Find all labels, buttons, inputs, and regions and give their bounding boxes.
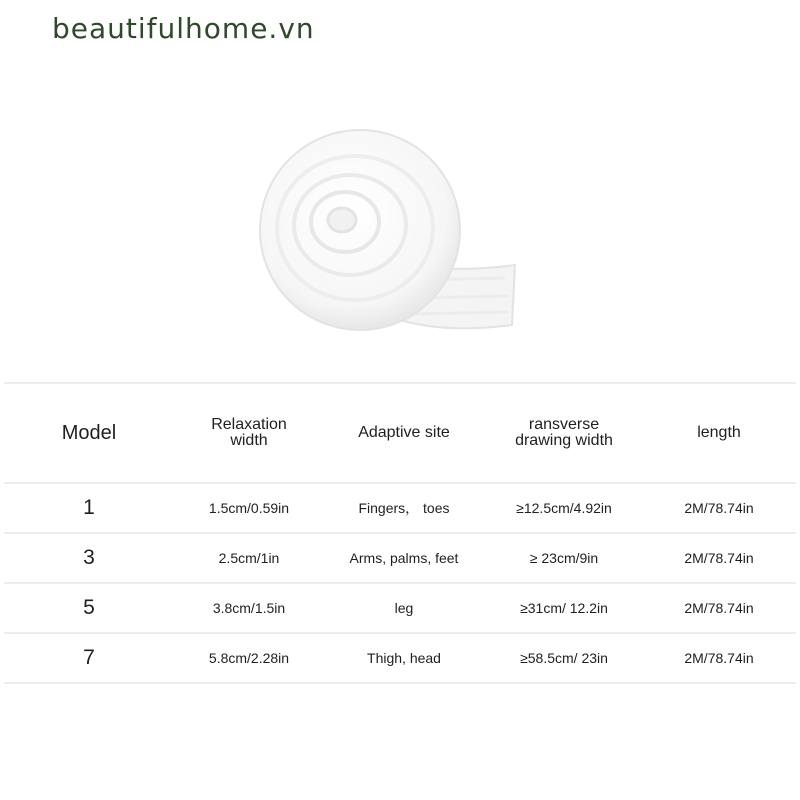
cell-model: 3 xyxy=(83,546,95,569)
cell-adaptive-site: Thigh, head xyxy=(367,650,441,666)
cell-relaxation-width: 1.5cm/0.59in xyxy=(208,500,290,516)
bandage-roll-image xyxy=(250,120,530,340)
table-row xyxy=(4,582,796,632)
cell-adaptive-site: Arms, palms, feet xyxy=(349,550,459,566)
cell-transverse-width: ≥58.5cm/ 23in xyxy=(520,650,608,666)
cell-relaxation-width: 2.5cm/1in xyxy=(218,550,280,566)
cell-adaptive-site: Fingers， toes xyxy=(358,500,450,516)
table-header-row xyxy=(4,384,796,482)
cell-transverse-width: ≥ 23cm/9in xyxy=(529,550,599,566)
header-length: length xyxy=(697,424,741,441)
cell-length: 2M/78.74in xyxy=(684,650,754,666)
table-row xyxy=(4,632,796,684)
cell-relaxation-width: 5.8cm/2.28in xyxy=(208,650,290,666)
header-model: Model xyxy=(61,422,117,444)
cell-adaptive-site: leg xyxy=(394,600,414,616)
watermark-logo: beautifulhome.vn xyxy=(52,12,315,45)
header-transverse-width-label: ransverse drawing width xyxy=(515,416,613,449)
cell-length: 2M/78.74in xyxy=(684,500,754,516)
header-transverse-width xyxy=(484,417,644,449)
cell-length: 2M/78.74in xyxy=(684,600,754,616)
cell-model: 7 xyxy=(83,646,95,669)
cell-transverse-width: ≥12.5cm/4.92in xyxy=(516,500,612,516)
header-relaxation-width xyxy=(174,417,324,449)
cell-relaxation-width: 3.8cm/1.5in xyxy=(212,600,286,616)
table-row xyxy=(4,532,796,582)
header-relaxation-width-label: Relaxation width xyxy=(211,416,287,449)
cell-length: 2M/78.74in xyxy=(684,550,754,566)
cell-model: 5 xyxy=(83,596,95,619)
table-row xyxy=(4,482,796,532)
cell-model: 1 xyxy=(83,496,95,519)
header-adaptive-site: Adaptive site xyxy=(358,424,450,441)
cell-transverse-width: ≥31cm/ 12.2in xyxy=(520,600,608,616)
size-table xyxy=(4,382,796,684)
